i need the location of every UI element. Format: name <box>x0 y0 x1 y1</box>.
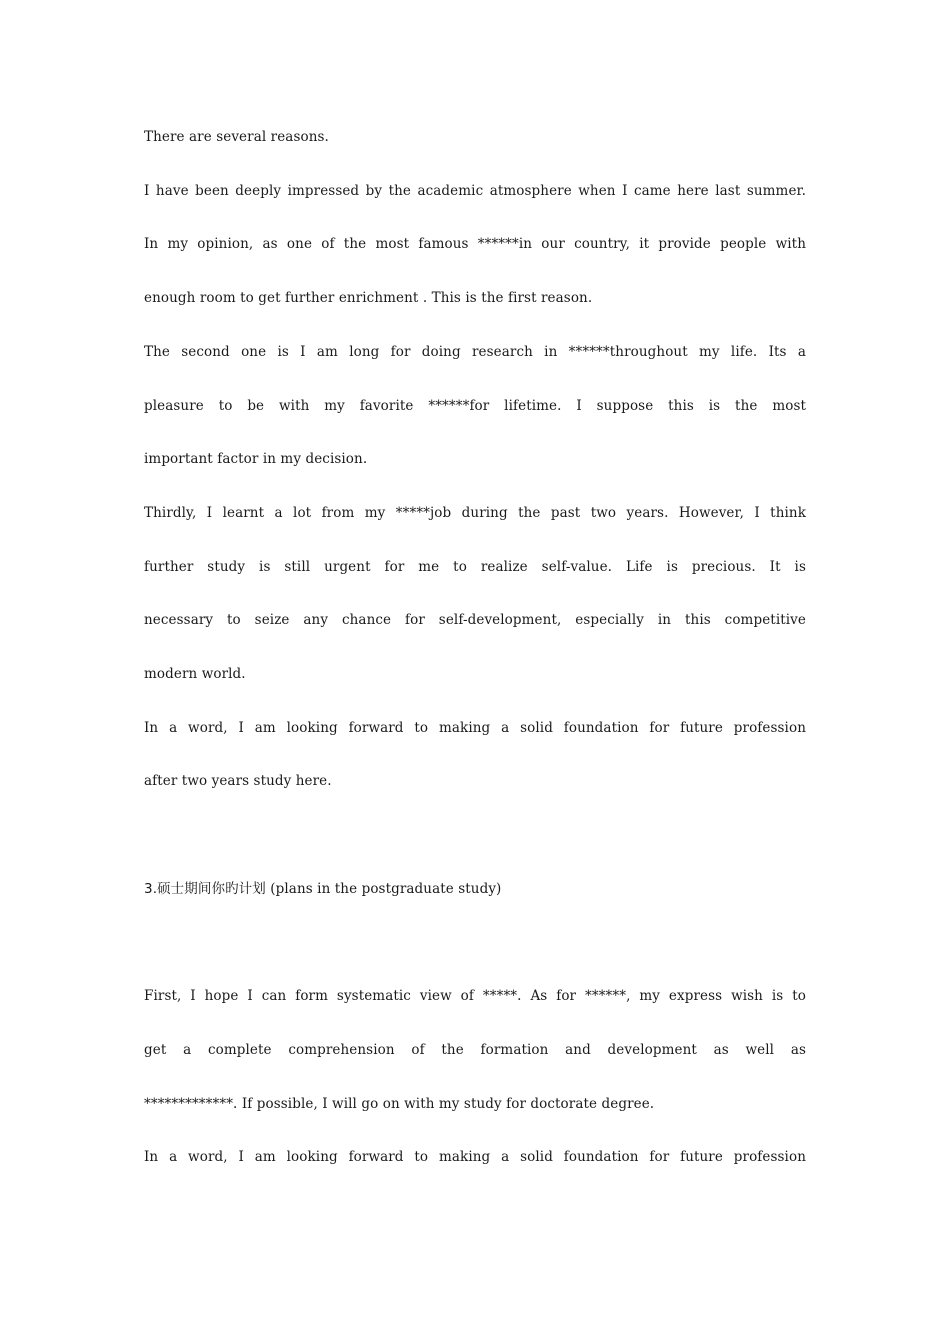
paragraph-line: important factor in my decision. <box>144 451 368 467</box>
paragraph-line: after two years study here. <box>144 773 332 789</box>
paragraph-line: modern world. <box>144 666 246 682</box>
paragraph-line: In a word, I am looking forward to making a solid foundation for future profession <box>144 720 806 736</box>
section-heading-english: (plans in the postgraduate study) <box>265 881 502 897</box>
paragraph-line: enough room to get further enrichment . This is the first reason. <box>144 290 593 306</box>
paragraph-line: First, I hope I can form systematic view of *****. As for ******, my express wish is to <box>144 988 806 1004</box>
paragraph-line: pleasure to be with my favorite ******for lifetime. I suppose this is the most <box>144 398 806 414</box>
paragraph-line: further study is still urgent for me to realize self-value. Life is precious. It is <box>144 559 806 575</box>
paragraph-line: get a complete comprehension of the formation and development as well as <box>144 1042 806 1058</box>
paragraph-line: In my opinion, as one of the most famous ******in our country, it provide people with <box>144 236 806 252</box>
section-heading <box>144 880 806 898</box>
paragraph-line: necessary to seize any chance for self-development, especially in this competitive <box>144 612 806 628</box>
paragraph-line: I have been deeply impressed by the academic atmosphere when I came here last summer. <box>144 183 806 199</box>
section-heading-number: 3.硕士期间你旳计划 <box>144 881 266 897</box>
paragraph-line: In a word, I am looking forward to making a solid foundation for future profession <box>144 1149 806 1165</box>
paragraph-line: The second one is I am long for doing research in ******throughout my life. Its a <box>144 344 806 360</box>
paragraph-line: Thirdly, I learnt a lot from my *****job during the past two years. However, I think <box>144 505 806 521</box>
paragraph-line: There are several reasons. <box>144 129 329 145</box>
paragraph-line: *************. If possible, I will go on with my study for doctorate degree. <box>144 1096 655 1112</box>
